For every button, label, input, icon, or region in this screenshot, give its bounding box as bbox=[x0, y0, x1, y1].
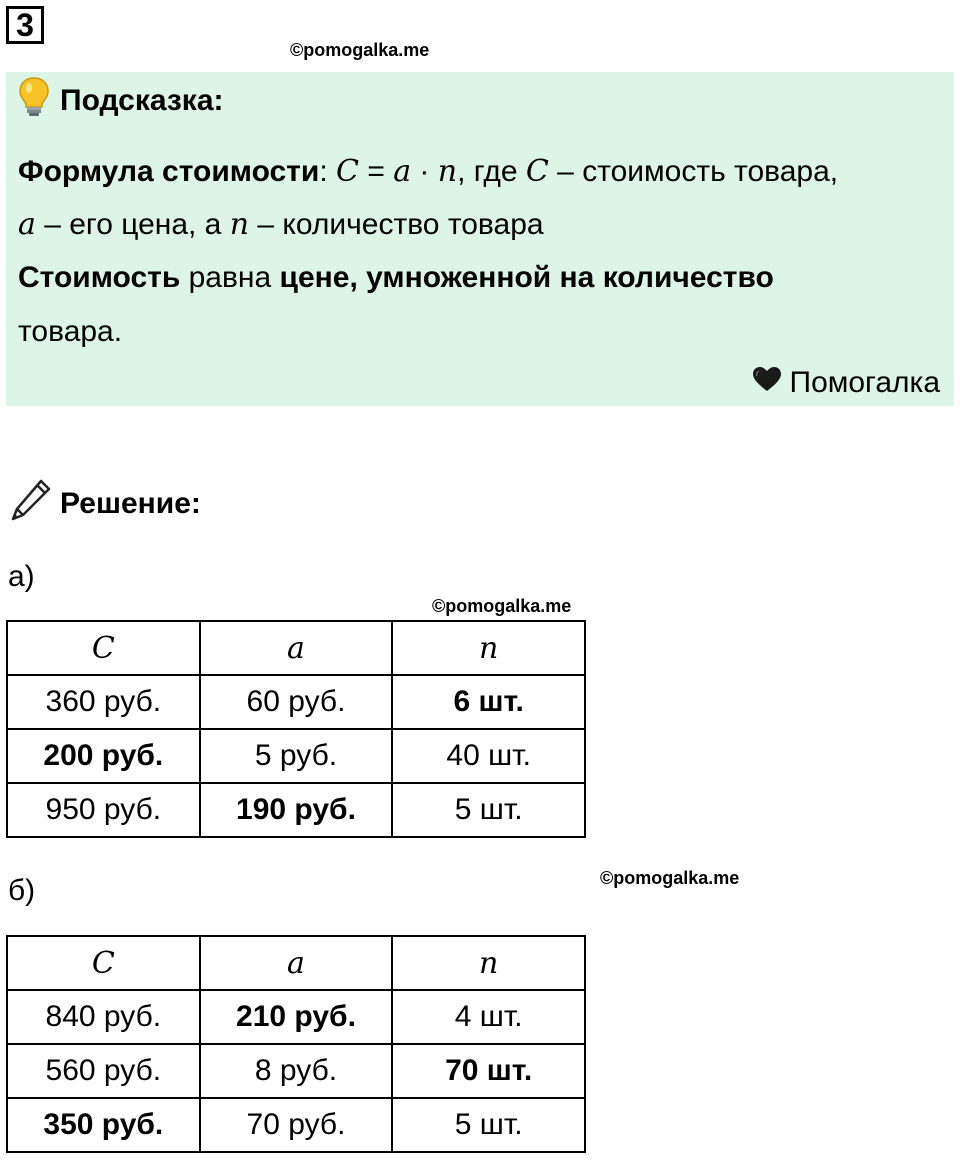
table-cell: 40 шт. bbox=[392, 729, 585, 783]
table-cell: 190 руб. bbox=[200, 783, 393, 837]
table-row bbox=[7, 1044, 585, 1098]
heart-icon bbox=[752, 366, 782, 400]
table-header-cell: a bbox=[200, 621, 393, 675]
lightbulb-icon bbox=[18, 76, 50, 126]
table-row bbox=[7, 675, 585, 729]
table-row bbox=[7, 783, 585, 837]
table-header-cell: n bbox=[392, 621, 585, 675]
part-b-label: б) bbox=[8, 874, 36, 907]
watermark-table-a: ©pomogalka.me bbox=[432, 596, 572, 616]
formula-label: Формула стоимости bbox=[18, 155, 320, 188]
hint-title: Подсказка: bbox=[60, 84, 224, 117]
table-cell: 200 руб. bbox=[7, 729, 200, 783]
table-header-row bbox=[7, 621, 585, 675]
where-text: , где bbox=[457, 155, 526, 188]
equals-sign: = bbox=[358, 155, 394, 188]
var-a-2: a bbox=[18, 207, 36, 242]
table-cell: 6 шт. bbox=[392, 675, 585, 729]
watermark-table-b: ©pomogalka.me bbox=[600, 868, 740, 888]
part-a-label: а) bbox=[8, 560, 35, 593]
watermark-top: ©pomogalka.me bbox=[290, 40, 430, 60]
table-row bbox=[7, 990, 585, 1044]
rule-normal: равна bbox=[180, 261, 280, 294]
table-header-cell: C bbox=[7, 621, 200, 675]
table-header-row bbox=[7, 936, 585, 990]
c-description: – стоимость товара, bbox=[548, 155, 839, 188]
hint-title-row bbox=[18, 78, 224, 124]
formula-colon: : bbox=[319, 155, 328, 188]
credit-text: Помогалка bbox=[789, 366, 940, 399]
a-description: – его цена, а bbox=[35, 208, 230, 241]
rule-line bbox=[18, 258, 774, 298]
table-cell: 360 руб. bbox=[7, 675, 200, 729]
var-n: n bbox=[437, 154, 458, 189]
table-row bbox=[7, 729, 585, 783]
table-cell: 70 шт. bbox=[392, 1044, 585, 1098]
dot-sign: · bbox=[411, 155, 438, 188]
table-header-cell: C bbox=[7, 936, 200, 990]
formula-desc-line bbox=[18, 205, 544, 245]
rule-bold-1: Стоимость bbox=[18, 261, 181, 294]
table-cell: 4 шт. bbox=[392, 990, 585, 1044]
table-cell: 5 шт. bbox=[392, 783, 585, 837]
table-a bbox=[6, 620, 586, 838]
table-header-cell: n bbox=[392, 936, 585, 990]
rule-end-line: товара. bbox=[18, 315, 123, 348]
table-cell: 8 руб. bbox=[200, 1044, 393, 1098]
task-number: 3 bbox=[6, 6, 44, 44]
table-cell: 70 руб. bbox=[200, 1098, 393, 1152]
var-a: a bbox=[393, 154, 412, 189]
formula-line bbox=[18, 152, 838, 192]
var-c-2: C bbox=[525, 154, 549, 189]
var-c: C bbox=[336, 154, 359, 189]
rule-bold-2: цене, умноженной на количество bbox=[279, 261, 774, 294]
var-n-2: n bbox=[229, 207, 250, 242]
table-cell: 5 руб. bbox=[200, 729, 393, 783]
solution-title: Решение: bbox=[60, 487, 201, 520]
table-cell: 950 руб. bbox=[7, 783, 200, 837]
table-cell: 5 шт. bbox=[392, 1098, 585, 1152]
credit bbox=[752, 366, 941, 400]
table-row bbox=[7, 1098, 585, 1152]
table-cell: 560 руб. bbox=[7, 1044, 200, 1098]
table-header-cell: a bbox=[200, 936, 393, 990]
pencil-icon bbox=[10, 478, 52, 530]
table-b bbox=[6, 935, 586, 1153]
solution-title-row bbox=[10, 480, 201, 528]
table-cell: 840 руб. bbox=[7, 990, 200, 1044]
table-cell: 210 руб. bbox=[200, 990, 393, 1044]
table-cell: 350 руб. bbox=[7, 1098, 200, 1152]
n-description: – количество товара bbox=[249, 208, 544, 241]
table-cell: 60 руб. bbox=[200, 675, 393, 729]
